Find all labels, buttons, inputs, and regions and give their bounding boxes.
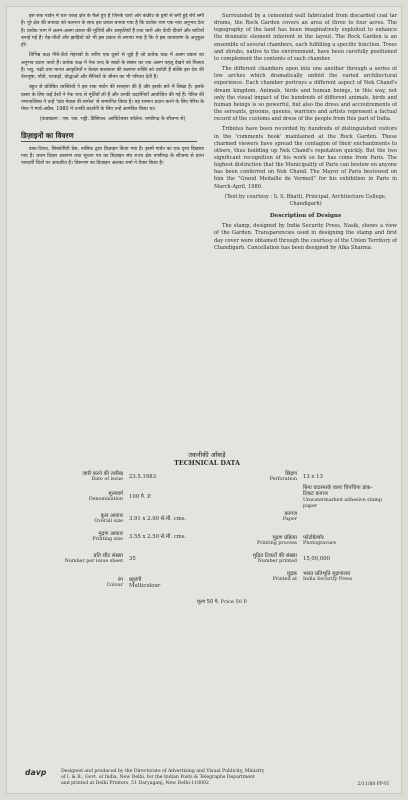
td-label: कागज Paper (282, 511, 297, 523)
td-label: मुद्रण प्रक्रिया Printing process (257, 535, 297, 547)
td-value: 15,00,000 (303, 556, 330, 562)
hindi-column (21, 13, 204, 443)
td-value: फोटोग्रेव्योर Photogravure (303, 535, 337, 547)
footer-credit (61, 769, 389, 787)
footer (25, 769, 389, 787)
technical-data-section (29, 451, 385, 605)
td-label: मुद्रण आकार Printing size (92, 531, 123, 543)
td-value: 3.91 x 2.90 से.मी. cms. (129, 516, 187, 522)
td-label: रंग Colour (106, 577, 123, 589)
td-label: कुल आकार Overall size (94, 513, 123, 525)
hindi-paragraph: इस राक गार्डन में चार एकड़ क्षेत्र के फैले हुए है जिनके चारों ओर कंक्रीट के ड्रमों से बनी हुई बेंचें लगी है। पूरे क्षेत्र की बनावट को कल्पना के साथ इस प्रकार बनाया गया है कि प्रत्येक भाग एक नया अनुभव देता है। प्रत्येक भाग में अलग-अलग प्रकार की मूर्तियाँ और आकृतियाँ हैं तथा चारों ओर ऊँची दीवारें और घाटियाँ बनाई गई हैं। पेड़-पौधों और झाड़ियों को भी इस प्रकार से लगाया गया है कि वे इस वातावरण के अनुकूल हों। (21, 13, 204, 48)
td-value: भारत प्रतिभूति मुद्रणालय India Security Press (303, 571, 353, 583)
td-label: जारी करने की तारीख Date of issue (82, 471, 123, 483)
hindi-design-heading: डिज़ाइनों का विवरण (21, 130, 74, 140)
technical-data-title (29, 451, 385, 467)
td-value: 35 (129, 556, 136, 562)
td-label: छिद्रण Perforation (269, 471, 297, 483)
technical-data-title-hindi: तकनीकी आँकड़े (188, 451, 226, 459)
english-paragraph: The stamp, designed by India Security Press, Nasik, shows a view of the Garden. Transparencies used in designing the stamp and first day cover were obtained through the courtesy of the Union Territory of Chandigarh. Cancellation has been designed by Alka Sharma. (214, 223, 397, 251)
english-paragraph: The different chambers open into one another through a series of low arches which dramatically unfold the varied architectural experience. Each chamber portrays a different aspect of Nek Chand's dream kingdom. Animals, birds and human beings, in this way, not only the visual impact of the hundreds of different animals, birds and human beings is so powerful, but also the dress and accoutrements of the servants, grooms, queens, warriors and artists represent a factual record of the customs and dress of the people from this part of India. (214, 66, 397, 123)
price: मूल्य 50 पै. Price 50 P. (197, 599, 248, 605)
hindi-source-credit: (पाठ्यक्रम : एस. एस. भट्टी, प्रिंसिपल, आर्किटेक्चर कॉलेज, चण्डीगढ़ के सौजन्य से) (39, 116, 186, 123)
english-paragraph: Tributes have been recorded by hundreds of distinguished visitors in the 'comments book' maintained at the Rock Garden. These charmed viewers have spread the contagion of their enchantments to others, thus building up Nek Chand's reputation quickly. But the two significant recognition of his work so far has come from Paris. The highest distinction that the Municipality of Paris can bestow on anyone has been conferred on Nek Chand. The Mayor of Paris bestowed on him the "Grand Medaille de Vermeil" for his exhibition in Paris in March-April, 1980. (214, 126, 397, 190)
td-value: 100 पै. P. (129, 494, 152, 500)
td-value: 13 x 13 (303, 474, 323, 480)
heading-rule (21, 141, 197, 142)
technical-data-title-english: TECHNICAL DATA (174, 459, 240, 467)
english-column (214, 13, 397, 443)
english-paragraph: Surrounded by a cemented wall fabricated from discarded coal tar drums, the Rock Garden covers an area of three to four acres. The topography of the land has been imaginatively exploited to enhance the dramatic element inherent in the layout. The Rock Garden is an ensemble of several chambers, each fulfilling a specific function. Trees and shrubs, native to the environment, have been carefully positioned to complement the contents of each chamber. (214, 13, 397, 62)
hindi-paragraph: डाक-टिकट, सिक्योरिटी प्रेस, नासिक द्वारा डिज़ाइन किया गया है। इसमें गार्डन का एक दृश्य दिखाया गया है। प्रथम दिवस आवरण तथा सूचना पत्र का डिज़ाइन संघ राज्य क्षेत्र चण्डीगढ़ के सौजन्य से प्राप्त पारदर्शी चित्रों पर आधारित है। विरूपण का डिज़ाइन अलका शर्मा ने तैयार किया है। (21, 145, 204, 167)
english-design-heading: Description of Designs (269, 213, 342, 220)
hindi-paragraph: बहुत से प्रतिष्ठित व्यक्तियों ने इस राक गार्डन की सराहना की है और इसके बारे में लिखा है। इसके प्रसार के लिए कई देशों ने नेक चन्द से मूर्तियाँ ली हैं और उनकी प्रदर्शनियाँ आयोजित की गई हैं। पेरिस की नगरपालिका ने उन्हें 'ग्रांड मेडाल डी वरमेल' से सम्मानित किया है। यह सम्मान प्रदान करने के लिए पेरिस के मेयर ने मार्च-अप्रैल, 1980 में उनकी प्रदर्शनी के लिए उन्हें आमंत्रित किया था। (21, 84, 204, 112)
td-value: 3.55 x 2.50 से.मी. cms. (129, 534, 187, 540)
td-value: बिना वाटरमार्क वाला चिपचिपा डाक-टिकट कागज Unwatermarked adhesive stamp paper (303, 485, 382, 510)
td-label: मुद्रित टिकटों की संख्या Number printed (252, 553, 297, 565)
footer-line: of I. & B., Govt. of India, New Delhi, for the Indian Posts & Telegraphs Department (61, 775, 255, 780)
td-value: बहुरंगी Multicolour (129, 577, 161, 590)
td-label: मुद्रक Printed at (272, 571, 297, 583)
td-label: मूल्यवर्ग Denomination (88, 491, 123, 503)
print-code: 2/11/88 PP-VI (357, 782, 389, 787)
stamp-brochure-page (6, 6, 402, 794)
davp-logo: davp (25, 768, 47, 777)
hindi-paragraph: विभिन्न कक्ष नीचे-ऊँचे मेहराबों के जरिए एक दूसरे से जुड़े हैं जो प्रत्येक कक्ष में अलग प्रकार का अनुभव प्रदान करते हैं। प्रत्येक कक्ष में नेक चन्द के स्वप्नों के संसार का एक अलग पहलू देखने को मिलता है। पशु, पक्षी तथा मानव आकृतियाँ न केवल कलाकार की कल्पना शक्ति को दर्शाती हैं बल्कि इस देश की वेशभूषा, गाँवों, चरवाहों, योद्धाओं और सैनिकों के जीवन का भी परिचय देती हैं। (21, 52, 204, 80)
td-value: 23.5.1983 (129, 474, 156, 480)
english-source-credit: (Text by courtesy : S. S. Bhatti, Principal, Architecture College, Chandigarh) (224, 193, 387, 207)
footer-line: and printed at Delhi Printers, 51 Daryaganj, New Delhi-110002 (61, 781, 209, 786)
two-column-text (21, 13, 397, 443)
td-label: प्रति शीट संख्या Number per issue sheet (64, 553, 123, 565)
footer-line: Designed and produced by the Directorate of Advertising and Visual Publicity, Ministry (61, 769, 265, 774)
